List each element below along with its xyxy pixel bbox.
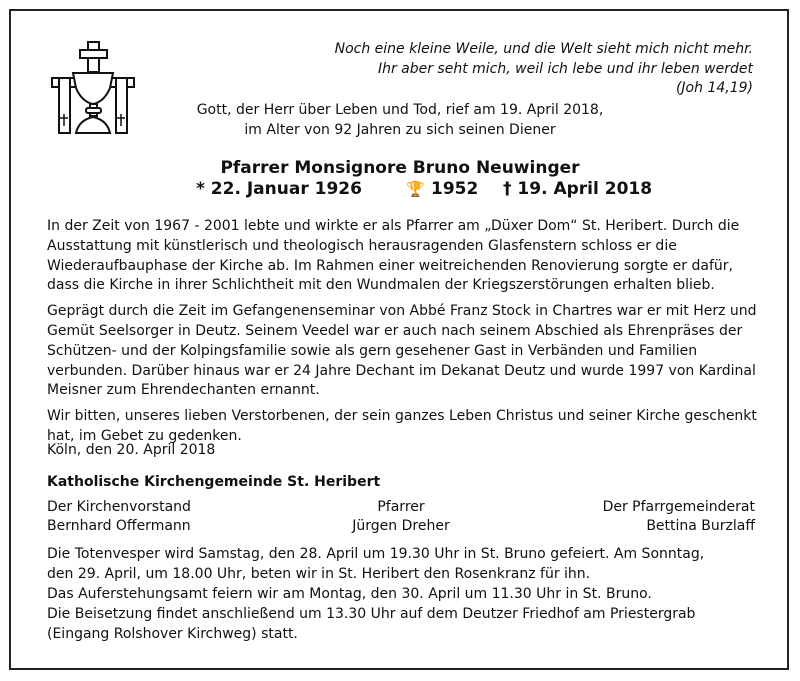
announcement-line: Gott, der Herr über Leben und Tod, rief am 19. April 2018, bbox=[196, 102, 604, 118]
paragraph: In der Zeit von 1967 - 2001 lebte und wirkte er als Pfarrer am „Düxer Dom“ St. Heribert. Durch die Ausstattung mit künstlerisch und theologisch herausragenden Glasfenstern schloss er die Wiederaufbauphase der Kirche ab. Im Rahmen einer weitreichenden Renovierung sorgte er dafür, dass die Kirche in ihrer Schlichtheit mit den Wundmalen der Kriegszerstörungen erhalten blieb. bbox=[47, 218, 740, 294]
place-date: Köln, den 20. April 2018 bbox=[47, 442, 216, 458]
paragraph: Geprägt durch die Zeit im Gefangenenseminar von Abbé Franz Stock in Chartres war er mit Herz und Gemüt Seelsorger in Deutz. Seinem Veedel war er auch nach seinem Abschied als Ehrenpräses der Schützen- und der Kolpingsfamilie sowie als gern gesehener Gast in Verbänden und Familien verbunden. Darüber hinaus war er 24 Jahre Dechant im Dekanat Deutz und wurde 1997 von Kardinal Meisner zum Ehrendechanten ernannt. bbox=[47, 303, 757, 399]
service-line: (Eingang Rolshover Kirchweg) statt. bbox=[47, 626, 298, 642]
signatory-names bbox=[47, 516, 755, 536]
signatory-roles bbox=[47, 497, 755, 517]
paragraph: Wir bitten, unseres lieben Verstorbenen, der sein ganzes Leben Christus und seiner Kirche geschenkt hat, im Gebet zu gedenken. bbox=[47, 408, 757, 444]
bible-quote bbox=[283, 40, 753, 99]
quote-line: Ihr aber seht mich, weil ich lebe und ihr leben werdet bbox=[377, 60, 753, 77]
announcement-line: im Alter von 92 Jahren zu sich seinen Diener bbox=[244, 121, 556, 138]
death-announcement bbox=[170, 101, 630, 140]
obituary-text bbox=[47, 217, 763, 453]
service-details bbox=[47, 544, 763, 644]
signatory-name: Bernhard Offermann bbox=[47, 518, 191, 534]
deceased-name: Pfarrer Monsignore Bruno Neuwinger bbox=[220, 158, 580, 178]
signatory-role: Der Pfarrgemeinderat bbox=[602, 499, 755, 515]
ordination-year: 1952 bbox=[431, 179, 479, 199]
service-line: Die Beisetzung findet anschließend um 13.30 Uhr auf dem Deutzer Friedhof am Priestergrab bbox=[47, 606, 696, 622]
service-line: Die Totenvesper wird Samstag, den 28. April um 19.30 Uhr in St. Bruno gefeiert. Am Sonntag, bbox=[47, 546, 705, 562]
chalice-crosses-emblem bbox=[46, 40, 140, 136]
life-dates bbox=[0, 178, 800, 202]
death-date: † 19. April 2018 bbox=[503, 179, 653, 199]
signatory-role: Pfarrer bbox=[377, 499, 425, 515]
chalice-icon: 🏆 bbox=[406, 180, 425, 198]
signatory-name: Bettina Burzlaff bbox=[646, 518, 755, 534]
signatory-name: Jürgen Dreher bbox=[352, 518, 450, 534]
service-line: Das Auferstehungsamt feiern wir am Montag, den 30. April um 11.30 Uhr in St. Bruno. bbox=[47, 586, 652, 602]
service-line: den 29. April, um 18.00 Uhr, beten wir in St. Heribert den Rosenkranz für ihn. bbox=[47, 566, 591, 582]
quote-line: Noch eine kleine Weile, und die Welt sieht mich nicht mehr. bbox=[334, 41, 753, 57]
birth-date: * 22. Januar 1926 bbox=[196, 179, 362, 199]
parish-name: Katholische Kirchengemeinde St. Heribert bbox=[47, 474, 381, 490]
quote-reference: (Joh 14,19) bbox=[675, 80, 753, 96]
signatory-role: Der Kirchenvorstand bbox=[47, 499, 191, 515]
